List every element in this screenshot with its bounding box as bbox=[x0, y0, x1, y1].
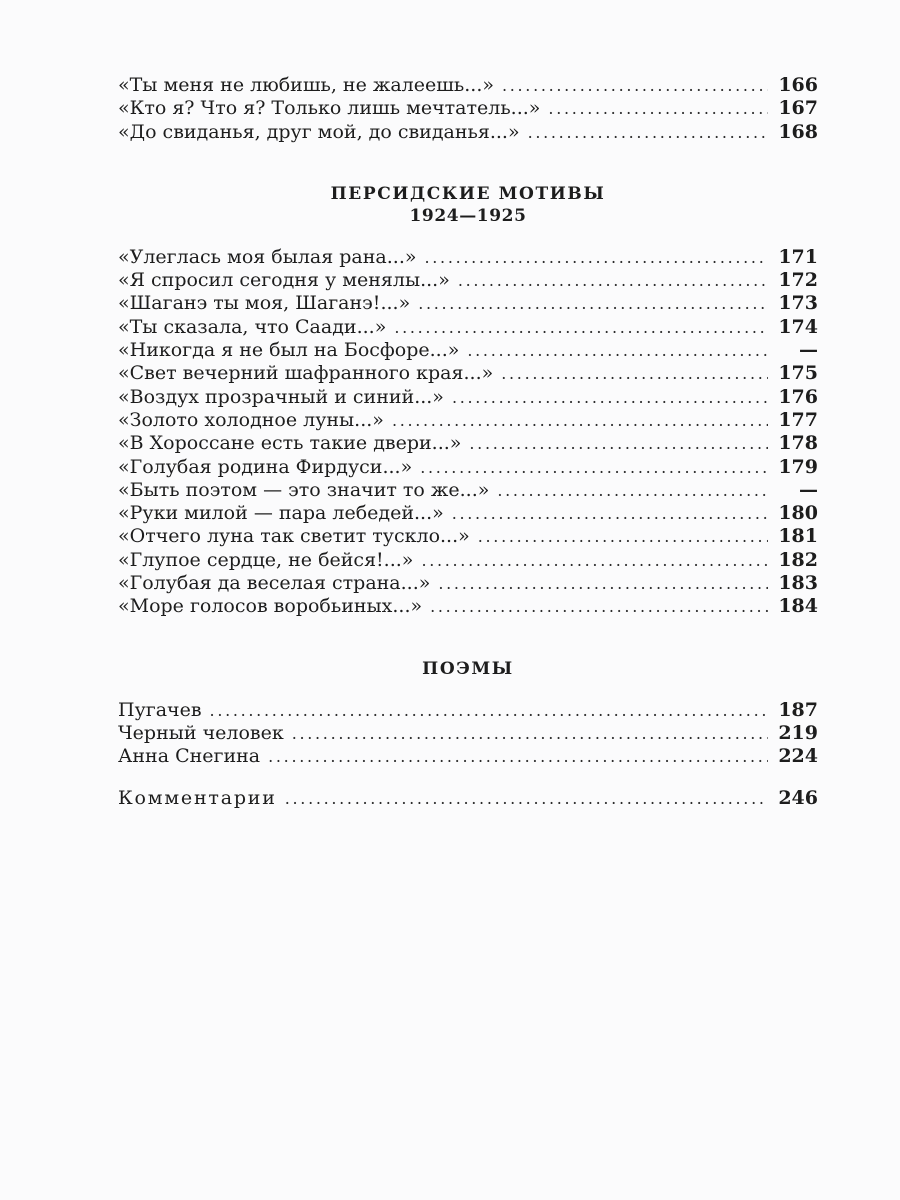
toc-entry bbox=[118, 745, 818, 768]
toc-leader bbox=[425, 246, 769, 269]
toc-entry-page: 181 bbox=[778, 525, 818, 548]
toc-entry-title: «Кто я? Что я? Только лишь мечтатель...» bbox=[118, 97, 541, 120]
toc-entry-title: «Быть поэтом — это значит то же...» bbox=[118, 478, 490, 501]
toc-entry bbox=[118, 121, 818, 144]
toc-leader bbox=[392, 409, 768, 432]
toc-entry bbox=[118, 339, 818, 362]
toc-entry-page: 187 bbox=[778, 698, 818, 721]
toc-leader bbox=[458, 269, 768, 292]
toc-entry bbox=[118, 292, 818, 315]
toc-entry bbox=[118, 316, 818, 339]
toc-entry-page: 171 bbox=[778, 245, 818, 268]
toc-entry bbox=[118, 549, 818, 572]
toc-entry-page: — bbox=[799, 339, 818, 362]
toc-entry-title: «Отчего луна так светит тускло...» bbox=[118, 525, 470, 548]
toc-leader bbox=[438, 572, 768, 595]
toc-entry-page: 175 bbox=[778, 362, 818, 385]
toc-entry bbox=[118, 572, 818, 595]
toc-entry-page: 168 bbox=[778, 120, 818, 143]
toc-entry-page: 219 bbox=[778, 721, 818, 744]
toc-entry-page: 180 bbox=[778, 502, 818, 525]
toc-leader bbox=[268, 745, 768, 768]
toc-leader bbox=[420, 456, 768, 479]
toc-entry bbox=[118, 787, 818, 810]
toc-entry bbox=[118, 386, 818, 409]
toc-entry-title: Пугачев bbox=[118, 698, 202, 721]
toc-entry bbox=[118, 502, 818, 525]
toc-entry-page: 224 bbox=[778, 745, 818, 768]
toc-leader bbox=[430, 595, 768, 618]
toc-entry-title: «Никогда я не был на Босфоре...» bbox=[118, 339, 460, 362]
toc-entry bbox=[118, 269, 818, 292]
toc-poems bbox=[118, 699, 818, 769]
toc-leader bbox=[469, 432, 768, 455]
toc-entry bbox=[118, 595, 818, 618]
toc-entry-title: «Золото холодное луны...» bbox=[118, 408, 384, 431]
toc-entry bbox=[118, 246, 818, 269]
toc-entry-page: 182 bbox=[778, 548, 818, 571]
toc-leader bbox=[292, 722, 768, 745]
toc-leader bbox=[452, 386, 768, 409]
toc-entry-title: «Ты сказала, что Саади...» bbox=[118, 315, 387, 338]
toc-entry-page: 167 bbox=[778, 97, 818, 120]
toc-lyrics-continued bbox=[118, 74, 818, 144]
toc-entry-page: 179 bbox=[778, 455, 818, 478]
toc-leader bbox=[452, 502, 768, 525]
toc-entry bbox=[118, 74, 818, 97]
toc-entry-title: «Воздух прозрачный и синий...» bbox=[118, 385, 444, 408]
toc-commentary bbox=[118, 787, 818, 810]
toc-leader bbox=[210, 699, 768, 722]
toc-entry-page: — bbox=[799, 478, 818, 501]
toc-entry-title: «Шаганэ ты моя, Шаганэ!...» bbox=[118, 292, 411, 315]
toc-leader bbox=[501, 362, 768, 385]
toc-leader bbox=[285, 787, 768, 810]
toc-entry-title: «Руки милой — пара лебедей...» bbox=[118, 502, 444, 525]
toc-entry bbox=[118, 432, 818, 455]
toc-entry-title: Черный человек bbox=[118, 721, 284, 744]
toc-persian-motifs bbox=[118, 246, 818, 619]
toc-entry-title: «Море голосов воробьиных...» bbox=[118, 595, 423, 618]
section-heading-poems: ПОЭМЫ bbox=[422, 658, 514, 679]
toc-entry bbox=[118, 409, 818, 432]
toc-entry-title: «Глупое сердце, не бейся!...» bbox=[118, 548, 414, 571]
toc-entry-page: 174 bbox=[778, 315, 818, 338]
toc-entry bbox=[118, 525, 818, 548]
toc-entry-page: 178 bbox=[778, 432, 818, 455]
toc-leader bbox=[467, 339, 768, 362]
toc-leader bbox=[548, 97, 768, 120]
toc-entry-title: «В Хороссане есть такие двери...» bbox=[118, 432, 462, 455]
toc-entry bbox=[118, 699, 818, 722]
toc-entry-page: 172 bbox=[778, 269, 818, 292]
toc-entry bbox=[118, 456, 818, 479]
section-heading-persian: ПЕРСИДСКИЕ МОТИВЫ bbox=[330, 183, 606, 204]
toc-entry-title: «Голубая родина Фирдуси...» bbox=[118, 455, 413, 478]
section-years: 1924—1925 bbox=[409, 205, 527, 226]
toc-entry-title: «Голубая да веселая страна...» bbox=[118, 572, 431, 595]
toc-entry bbox=[118, 479, 818, 502]
toc-leader bbox=[394, 316, 768, 339]
toc-entry-title: Анна Снегина bbox=[118, 745, 261, 768]
toc-entry-title: «Улеглась моя былая рана...» bbox=[118, 245, 417, 268]
toc-entry-page: 176 bbox=[778, 385, 818, 408]
toc-leader bbox=[497, 479, 768, 502]
toc-entry-page: 177 bbox=[778, 408, 818, 431]
toc-entry bbox=[118, 97, 818, 120]
toc-leader bbox=[421, 549, 768, 572]
toc-entry-title: «Ты меня не любишь, не жалеешь...» bbox=[118, 74, 494, 96]
toc-leader bbox=[502, 74, 768, 97]
toc-entry-title: Комментарии bbox=[118, 786, 277, 809]
toc-entry-page: 184 bbox=[778, 595, 818, 618]
toc-entry-page: 246 bbox=[778, 786, 818, 809]
toc-entry-title: «Свет вечерний шафранного края...» bbox=[118, 362, 494, 385]
toc-leader bbox=[478, 525, 768, 548]
toc-entry-page: 166 bbox=[778, 74, 818, 96]
toc-entry bbox=[118, 362, 818, 385]
toc-leader bbox=[528, 121, 768, 144]
toc-entry-page: 173 bbox=[778, 292, 818, 315]
toc-leader bbox=[418, 292, 768, 315]
toc-entry-title: «До свиданья, друг мой, до свиданья...» bbox=[118, 120, 520, 143]
toc-entry bbox=[118, 722, 818, 745]
toc-entry-page: 183 bbox=[778, 572, 818, 595]
toc-entry-title: «Я спросил сегодня у менялы...» bbox=[118, 269, 450, 292]
